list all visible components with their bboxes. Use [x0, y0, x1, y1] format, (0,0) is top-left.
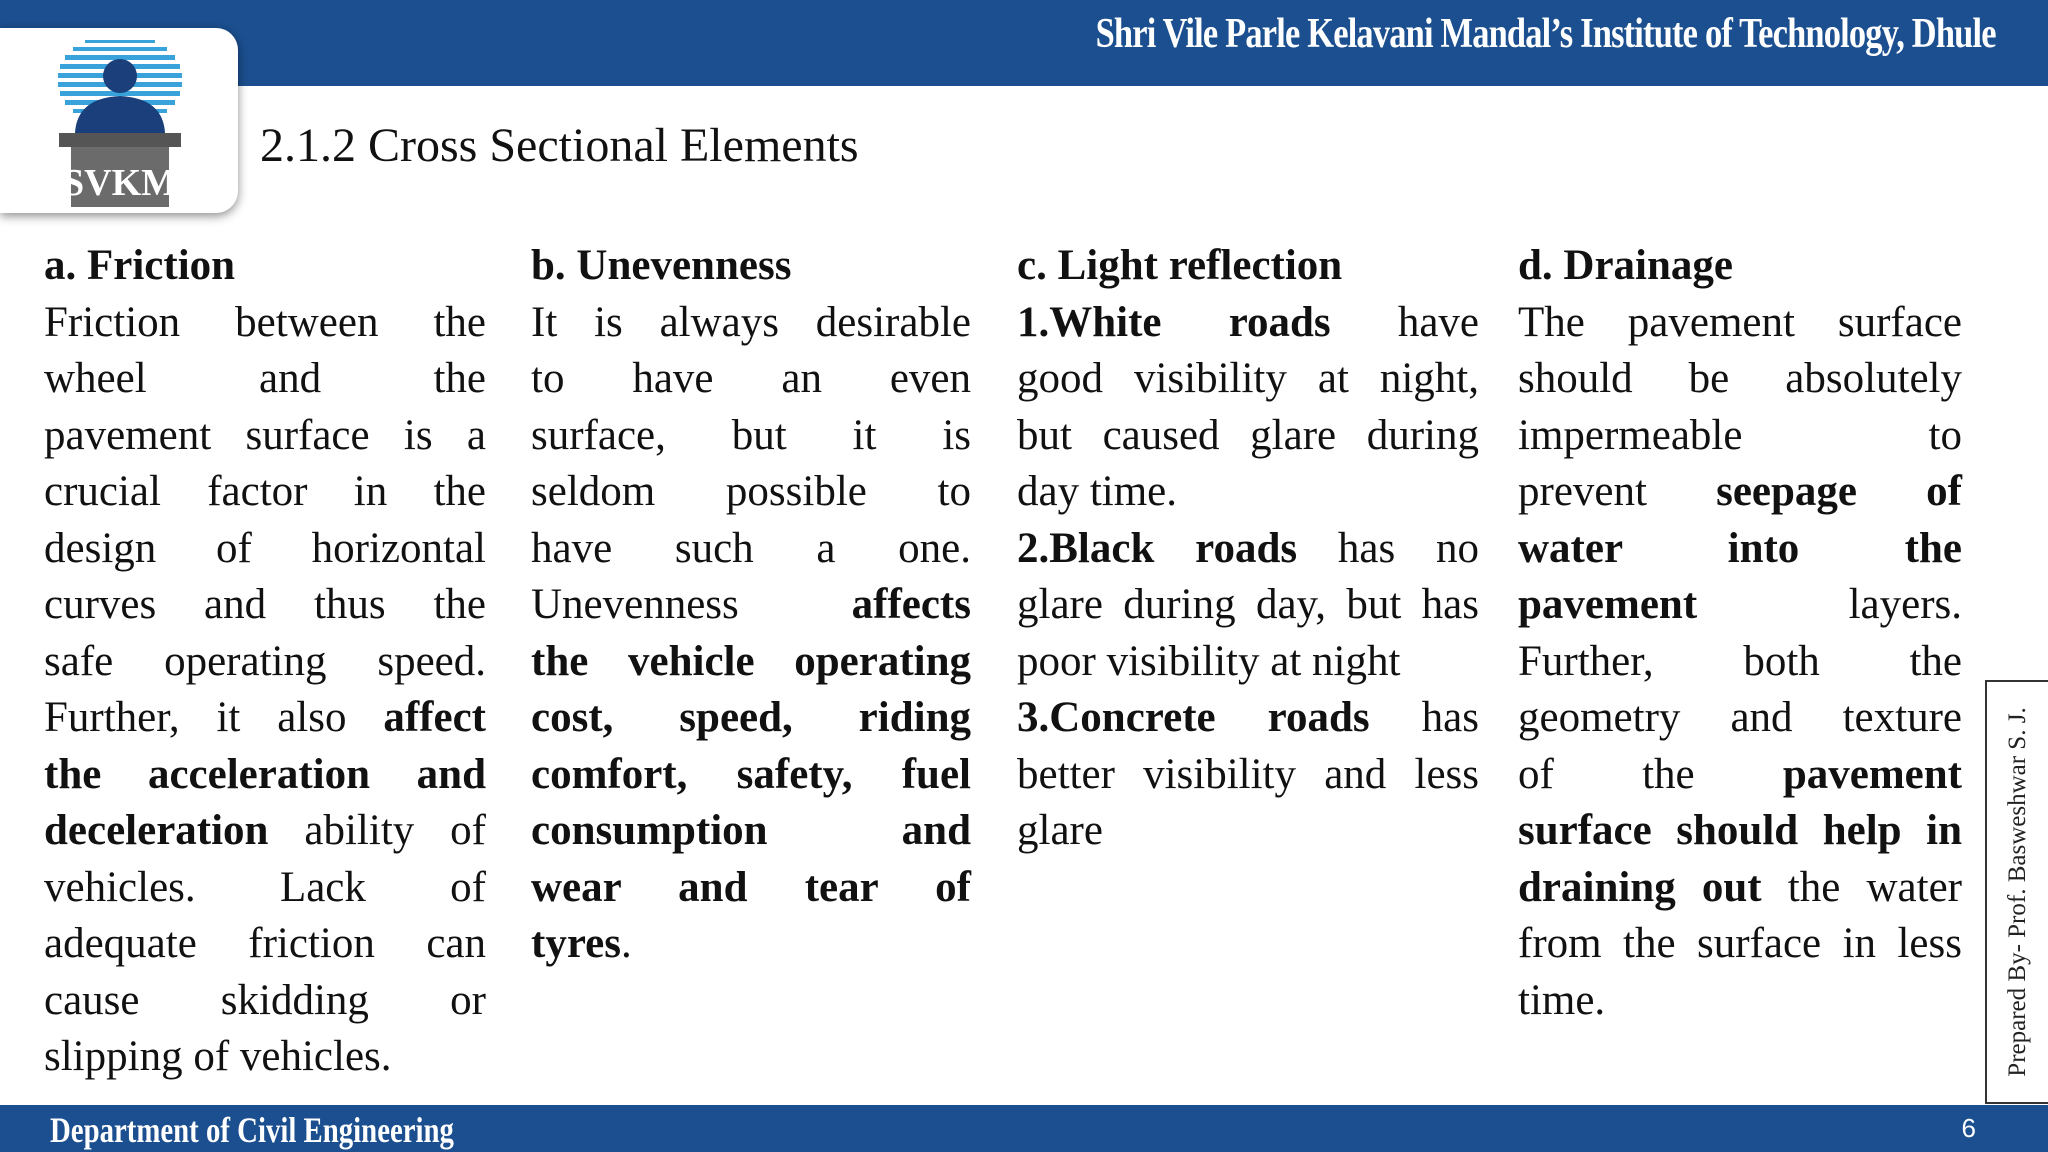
light-reflection-column: [1017, 238, 1479, 860]
page-number: 6: [1961, 1113, 1976, 1143]
institute-name: Shri Vile Parle Kelavani Mandal’s Institute of Technology, Dhule: [1095, 11, 1996, 57]
text-line: seldom possible to: [531, 468, 971, 515]
header-bar: [0, 0, 2048, 86]
text-line: [1017, 521, 1479, 578]
text-line: wheel and the: [44, 355, 486, 402]
text-line: pavement surface is a: [44, 411, 486, 459]
text-line: should be absolutely: [1518, 355, 1962, 402]
bold-run: the acceleration and: [44, 750, 486, 798]
text-run: layers.: [1697, 581, 1962, 628]
bold-run: wear and tear of: [531, 863, 971, 911]
text-line: time.: [1518, 976, 1606, 1024]
text-line: [531, 634, 971, 691]
text-run: has: [1369, 694, 1479, 741]
text-line: [44, 803, 486, 860]
bold-run: pavement: [1782, 750, 1962, 798]
text-line: cause skidding or: [44, 976, 486, 1024]
text-run: Further, it also: [44, 694, 384, 741]
bold-run: draining out: [1518, 863, 1762, 911]
light-reflection-heading: c. Light reflection: [1017, 242, 1343, 289]
bold-run: water into the: [1518, 524, 1962, 572]
text-line: but caused glare during: [1017, 411, 1479, 459]
bold-run: surface should help in: [1518, 807, 1962, 854]
friction-column: [44, 238, 486, 1086]
department-name: Department of Civil Engineering: [50, 1110, 454, 1150]
bold-run: consumption and: [531, 807, 971, 854]
text-line: [1518, 464, 1962, 521]
text-line: [44, 747, 486, 804]
text-line: better visibility and less: [1017, 750, 1479, 798]
text-line: [1518, 577, 1962, 634]
friction-heading: a. Friction: [44, 242, 236, 289]
bold-run: tyres: [531, 920, 621, 967]
text-line: glare: [1017, 807, 1103, 854]
text-run: have: [1330, 298, 1479, 346]
text-line: [1518, 860, 1962, 917]
text-line: [531, 916, 971, 973]
text-line: from the surface in less: [1518, 920, 1962, 967]
text-line: [531, 803, 971, 860]
bold-run: pavement: [1518, 581, 1698, 628]
bold-run: comfort, safety, fuel: [531, 750, 971, 798]
drainage-heading: d. Drainage: [1518, 242, 1733, 289]
text-line: [1518, 803, 1962, 860]
svkm-logo: [55, 38, 185, 213]
text-run: ability of: [268, 807, 486, 854]
text-line: to have an even: [531, 355, 971, 402]
text-line: [1017, 295, 1479, 352]
bold-run: deceleration: [44, 807, 269, 854]
text-line: slipping of vehicles.: [44, 1033, 392, 1080]
unevenness-heading: b. Unevenness: [531, 242, 792, 289]
text-run: of the: [1518, 750, 1783, 798]
text-line: crucial factor in the: [44, 468, 486, 515]
page-title: 2.1.2 Cross Sectional Elements: [260, 119, 859, 172]
bold-run: affect: [383, 694, 486, 741]
text-line: It is always desirable: [531, 298, 971, 346]
footer-bar: [0, 1105, 2048, 1152]
text-line: day time.: [1017, 468, 1178, 515]
bold-run: the vehicle operating: [531, 637, 971, 685]
text-line: [531, 747, 971, 804]
text-line: adequate friction can: [44, 920, 486, 967]
text-line: curves and thus the: [44, 581, 486, 628]
text-line: Further, both the: [1518, 637, 1962, 685]
text-line: [1518, 521, 1962, 578]
text-line: poor visibility at night: [1017, 637, 1401, 685]
text-line: Friction between the: [44, 298, 486, 346]
unevenness-column: [531, 238, 971, 973]
text-run: Unevenness: [531, 581, 852, 628]
text-run: the water: [1761, 863, 1962, 911]
author-note-text: Prepared By- Prof. Basweshwar S. J.: [2003, 707, 2031, 1077]
text-run: has no: [1297, 524, 1479, 572]
text-line: surface, but it is: [531, 411, 971, 459]
bold-run: seepage of: [1716, 468, 1962, 515]
logo-card: [0, 28, 238, 213]
author-note: [1985, 680, 2048, 1104]
bold-run: 1.White roads: [1017, 298, 1331, 346]
bold-run: cost, speed, riding: [531, 694, 971, 741]
bold-run: 2.Black roads: [1017, 524, 1298, 572]
text-line: [531, 860, 971, 917]
drainage-column: [1518, 238, 1962, 1029]
text-line: [1017, 690, 1479, 747]
text-line: good visibility at night,: [1017, 355, 1479, 402]
logo-text: SVKM: [63, 162, 177, 204]
text-line: safe operating speed.: [44, 637, 486, 685]
text-run: prevent: [1518, 468, 1717, 515]
bold-run: affects: [851, 581, 971, 628]
text-line: [44, 690, 486, 747]
text-line: [531, 577, 971, 634]
bold-run: 3.Concrete roads: [1017, 694, 1370, 741]
text-line: geometry and texture: [1518, 694, 1962, 741]
text-line: glare during day, but has: [1017, 581, 1479, 628]
text-line: impermeable to: [1518, 411, 1962, 459]
text-line: The pavement surface: [1518, 298, 1962, 346]
text-line: vehicles. Lack of: [44, 863, 486, 911]
text-line: [531, 690, 971, 747]
text-line: design of horizontal: [44, 524, 486, 572]
text-line: have such a one.: [531, 524, 971, 572]
text-run: .: [620, 920, 632, 967]
text-line: [1518, 747, 1962, 804]
